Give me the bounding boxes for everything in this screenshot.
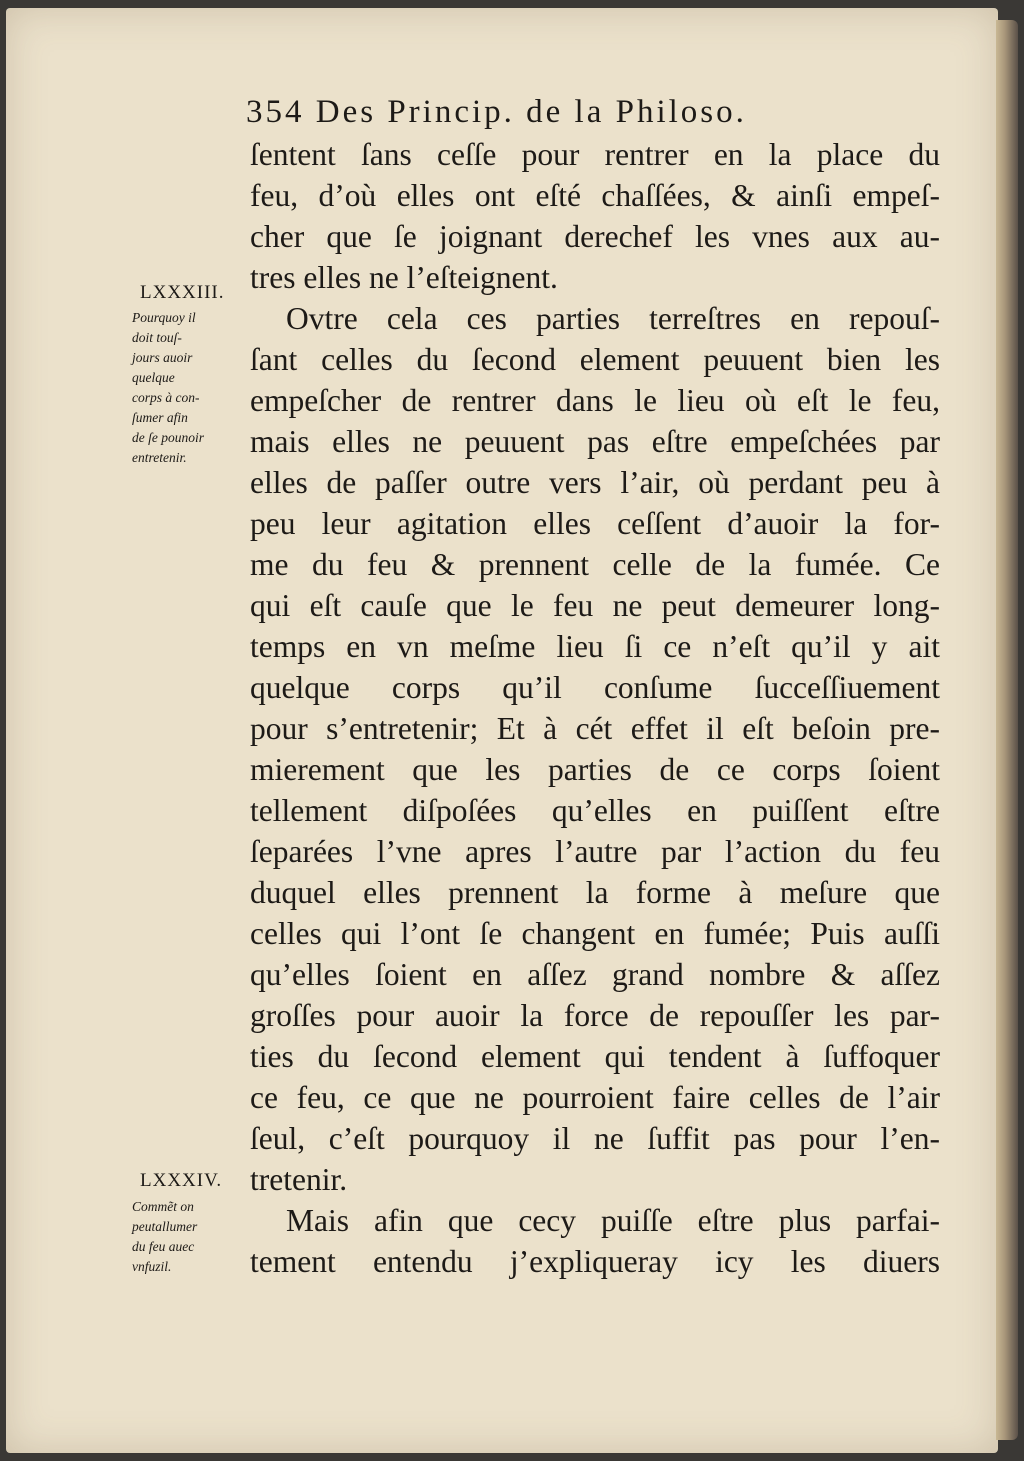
section-number-83: LXXXIII. (140, 282, 225, 303)
margin-note-line: de ſe pounoir (132, 430, 204, 445)
page-edge (996, 20, 1018, 1440)
margin-note-line: peutallumer (132, 1219, 198, 1234)
text-line: ties du ſecond element qui tendent à ſuffoquer (250, 1039, 940, 1074)
margin-note-line: ſumer afin (132, 410, 188, 425)
margin-note-line: entretenir. (132, 450, 187, 465)
margin-note-line: doit touſ- (132, 330, 182, 345)
body-text (250, 134, 940, 1282)
text-line: celles qui l’ont ſe changent en fumée; Puis auſſi (250, 916, 940, 951)
margin-note-line: corps à con- (132, 390, 200, 405)
text-line: mierement que les parties de ce corps ſoient (250, 752, 940, 787)
margin-note-line: Commẽt on (132, 1199, 194, 1214)
margin-note-line: du feu auec (132, 1239, 195, 1254)
text-line: tretenir. (250, 1162, 348, 1197)
text-line: ſeparées l’vne apres l’autre par l’action du feu (250, 834, 940, 869)
paragraph-start-line: Mais afin que cecy puiſſe eſtre plus parfai- (286, 1203, 940, 1238)
margin-note-line: quelque (132, 370, 175, 385)
margin-note-83 (132, 308, 242, 468)
text-line: groſſes pour auoir la force de repouſſer les par- (250, 998, 940, 1033)
text-line: peu leur agitation elles ceſſent d’auoir la for- (250, 506, 940, 541)
text-line: elles de paſſer outre vers l’air, où perdant peu à (250, 465, 940, 500)
text-line: tellement diſpoſées qu’elles en puiſſent eſtre (250, 793, 940, 828)
margin-note-line: Pourquoy il (132, 310, 196, 325)
text-line: pour s’entretenir; Et à cét effet il eſt beſoin pre- (250, 711, 940, 746)
text-line: cher que ſe joignant derechef les vnes aux au- (250, 219, 940, 254)
running-head: 354 Des Princip. de la Philoso. (246, 94, 747, 130)
text-line: qui eſt cauſe que le feu ne peut demeurer long- (250, 588, 940, 623)
margin-note-84 (132, 1197, 242, 1277)
text-line: tement entendu j’expliqueray icy les diuers (250, 1244, 940, 1279)
margin-note-line: vnfuzil. (132, 1259, 172, 1274)
text-line: qu’elles ſoient en aſſez grand nombre & aſſez (250, 957, 940, 992)
text-line: feu, d’où elles ont eſté chaſſées, & ainſi empeſ- (250, 178, 940, 213)
text-line: tres elles ne l’eſteignent. (250, 260, 558, 295)
text-line: ſeul, c’eſt pourquoy il ne ſuffit pas pour l’en- (250, 1121, 940, 1156)
text-line: mais elles ne peuuent pas eſtre empeſchées par (250, 424, 940, 459)
paragraph-start-line: Ovtre cela ces parties terreſtres en repouſ- (286, 301, 940, 336)
text-line: empeſcher de rentrer dans le lieu où eſt le feu, (250, 383, 940, 418)
text-line: me du feu & prennent celle de la fumée. Ce (250, 547, 940, 582)
text-line: ſant celles du ſecond element peuuent bien les (250, 342, 940, 377)
text-line: temps en vn meſme lieu ſi ce n’eſt qu’il y ait (250, 629, 940, 664)
text-line: quelque corps qu’il conſume ſucceſſiuement (250, 670, 940, 705)
margin-note-line: jours auoir (132, 350, 193, 365)
text-line: duquel elles prennent la forme à meſure que (250, 875, 940, 910)
text-line: ce feu, ce que ne pourroient faire celles de l’air (250, 1080, 940, 1115)
text-line: ſentent ſans ceſſe pour rentrer en la place du (250, 137, 940, 172)
section-number-84: LXXXIV. (140, 1170, 223, 1191)
